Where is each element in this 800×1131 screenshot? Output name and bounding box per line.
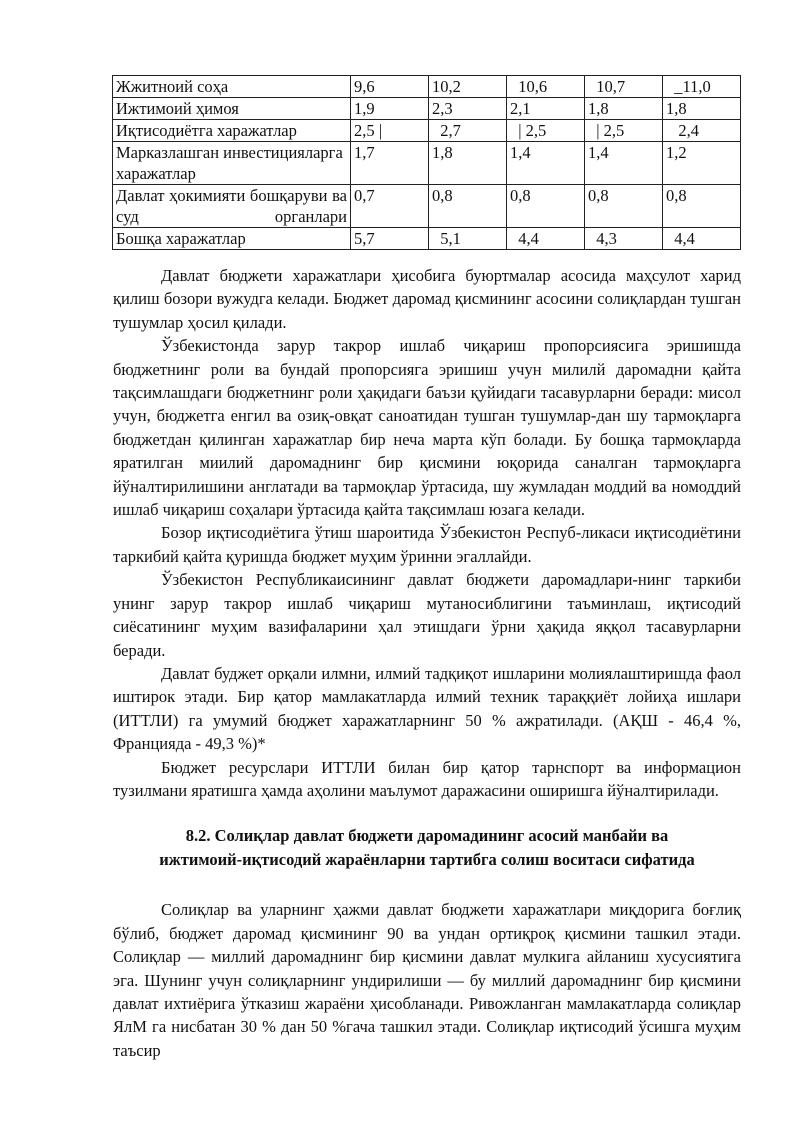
table-cell: 4,4 xyxy=(663,228,741,250)
paragraph: Ўзбекистонда зарур такрор ишлаб чиқариш пропорсиясига эришишда бюджетнинг роли ва бундай пропорсияга эришиш учун милилй даромадни қайта тақсимлашдаги бюджетнинг роли ҳақидаги баъзи қуйидаги тасавурларни беради: мисол учун, бюджетга енгил ва озиқ-овқат саноатидан тушган тушумлар-дан шу тармоқларга бюджетдан қилинган харажатлар бир неча марта кўп болади. Бу бошқа тармоқларда яратилган миилий даромаднинг бир қисмини юқорида саналган тармоқларга йўналтирилишини англатади ва тармоқлар ўртасида, шу жумладан моддий ва номоддий ишлаб чиқариш соҳалари ўртасида қайта тақсимлаш юзага келади. xyxy=(113,336,741,520)
budget-expenditure-table xyxy=(112,75,741,250)
row-label: Марказлашган инвестицияларга харажатлар xyxy=(113,142,351,185)
table-row xyxy=(113,98,741,120)
paragraph: Бозор иқтисодиётига ўтиш шароитида Ўзбекистон Респуб-ликаси иқтисодиётини таркибий қайта қуришда бюджет муҳим ўринни эгаллайди. xyxy=(113,523,741,566)
table-cell: 2,1 xyxy=(507,98,585,120)
row-label: Жжитноий соҳа xyxy=(113,76,351,98)
row-label: Иқтисодиётга харажатлар xyxy=(113,120,351,142)
table-row xyxy=(113,142,741,185)
table-cell: 10,2 xyxy=(429,76,507,98)
table-cell: 2,7 xyxy=(429,120,507,142)
table-cell: 4,4 xyxy=(507,228,585,250)
table-cell: 1,4 xyxy=(507,142,585,185)
section-heading-line-1: 8.2. Солиқлар давлат бюджети даромадининг асосий манбайи ва xyxy=(185,826,669,846)
table-cell: 1,4 xyxy=(585,142,663,185)
paragraph: Давлат бюджети харажатлари ҳисобига буюртмалар асосида маҳсулот харид қилиш бозори вужудга келади. Бюджет даромад қисмининг асосини солиқлардан тушган тушумлар ҳосил қилади. xyxy=(113,266,741,332)
table-cell: 0,8 xyxy=(585,185,663,228)
table-cell: 0,8 xyxy=(663,185,741,228)
table-cell: 2,5 | xyxy=(351,120,429,142)
table-cell: 1,9 xyxy=(351,98,429,120)
paragraph: Давлат буджет орқали илмни, илмий тадқиқот ишларини молиялаштиришда фаол иштирок этади. Бир қатор мамлакатларда илмий техник тараққиёт лойиҳа ишлари (ИТТЛИ) га умумий бюджет харажатларнинг 50 % ажратилади. (АҚШ - 46,4 %, Францияда - 49,3 %)* xyxy=(113,663,741,754)
row-label: Давлат ҳокимияти бошқаруви ва суд органлари xyxy=(113,185,351,228)
body-text xyxy=(113,264,741,1062)
row-label: Бошқа харажатлар xyxy=(113,228,351,250)
table-row xyxy=(113,228,741,250)
table-row xyxy=(113,185,741,228)
paragraph: Бюджет ресурслари ИТТЛИ билан бир қатор тарнспорт ва информацион тузилмани яратишга ҳамда аҳолини маълумот даражасини оширишга йўналтирилади. xyxy=(113,757,741,800)
table-row xyxy=(113,120,741,142)
table-cell: 9,6 xyxy=(351,76,429,98)
table-cell: 10,6 xyxy=(507,76,585,98)
table-cell: 2,4 xyxy=(663,120,741,142)
table-cell: | 2,5 xyxy=(507,120,585,142)
table-cell: 0,8 xyxy=(507,185,585,228)
table-cell: 10,7 xyxy=(585,76,663,98)
section-heading xyxy=(113,824,741,872)
table-cell: 1,8 xyxy=(429,142,507,185)
table-cell: | 2,5 xyxy=(585,120,663,142)
table-cell: 1,7 xyxy=(351,142,429,185)
table-cell: 4,3 xyxy=(585,228,663,250)
paragraph: Солиқлар ва уларнинг ҳажми давлат бюджети харажатлари миқдорига боғлиқ бўлиб, бюджет даромад қисмининг 90 ва ундан ортиқроқ қисмини ташкил этади. Солиқлар — миллий даромаднинг бир қисмини давлат мулкига айланиш хусусиятига эга. Шунинг учун солиқларнинг ундирилиши — бу миллий даромаднинг бир қисмини давлат ихтиёрига ўтказиш жараёни ҳисобланади. Ривожланган мамлакатларда солиқлар ЯлМ га нисбатан 30 % дан 50 %гача ташкил этади. Солиқлар иқтисодий ўсишга муҳим таъсир xyxy=(113,900,741,1060)
table-cell: 0,8 xyxy=(429,185,507,228)
table-cell: 1,2 xyxy=(663,142,741,185)
table-cell: 5,7 xyxy=(351,228,429,250)
table-cell: 0,7 xyxy=(351,185,429,228)
paragraph: Ўзбекистон Республикаисининг давлат бюджети даромадлари-нинг таркиби унинг зарур такрор ишлаб чиқариш мутаносиблигини таъминлаш, иқтисодий сиёсатининг муҳим вазифаларини ҳал этишдаги ўрни ҳақида яққол тасавурларни беради. xyxy=(113,570,741,660)
row-label: Ижтимоий ҳимоя xyxy=(113,98,351,120)
table-row xyxy=(113,76,741,98)
table-cell: 5,1 xyxy=(429,228,507,250)
table-cell: 2,3 xyxy=(429,98,507,120)
table-cell: _11,0 xyxy=(663,76,741,98)
table-cell: 1,8 xyxy=(663,98,741,120)
table-cell: 1,8 xyxy=(585,98,663,120)
section-heading-line-2: ижтимоий-иқтисодий жараёнларни тартибга солиш воситаси сифатида xyxy=(159,850,695,870)
